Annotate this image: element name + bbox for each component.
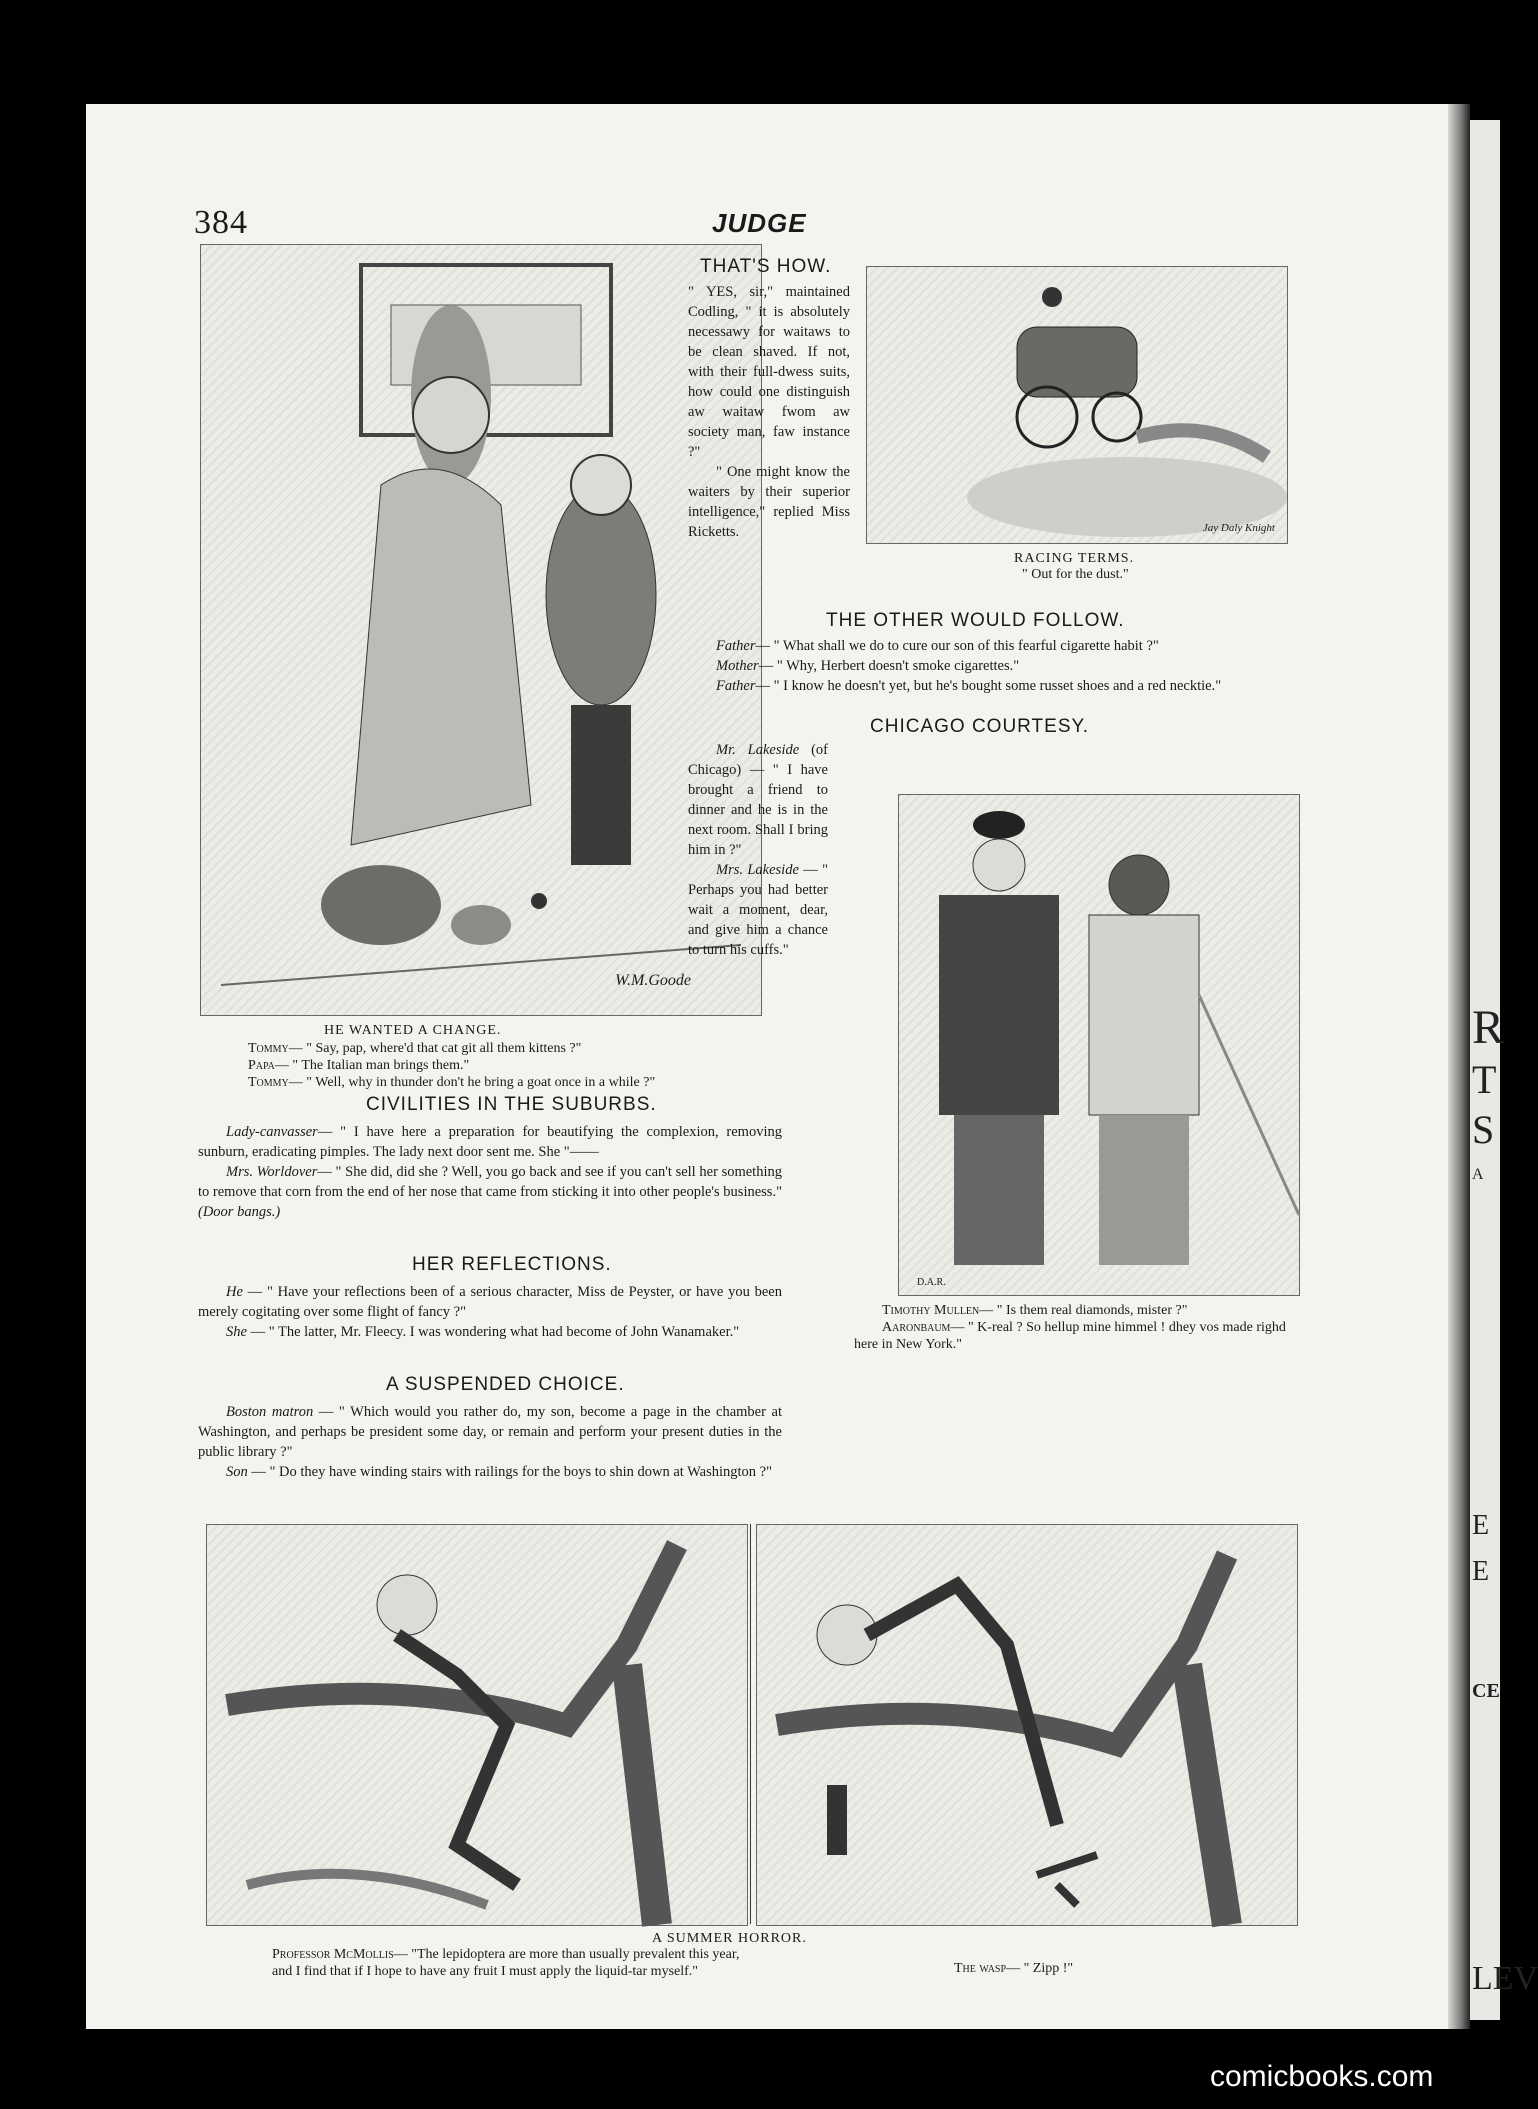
caption-line: — " Is them real diamonds, mister ?" xyxy=(979,1303,1188,1318)
adjacent-fragment: T xyxy=(1472,1057,1497,1102)
adjacent-fragment: LEV xyxy=(1472,1960,1538,1997)
article-title: THAT'S HOW. xyxy=(700,256,832,277)
illustration-diamonds xyxy=(898,794,1300,1296)
adjacent-fragment: CE xyxy=(1472,1680,1500,1702)
speaker: Boston matron xyxy=(226,1404,314,1420)
article-body xyxy=(198,1122,782,1222)
caption-text: " Out for the dust." xyxy=(1022,567,1129,582)
illustration-summer-horror-right xyxy=(756,1524,1298,1926)
adjacent-fragment: E xyxy=(1472,1510,1490,1541)
caption-dialogue xyxy=(220,1040,758,1091)
caption-dialogue xyxy=(854,1302,1294,1353)
dialogue-line: — " She did, did she ? Well, you go back and see if you can't sell her something to remove that corn from the end of her nose that came from sticking it into other people's business." xyxy=(198,1164,782,1200)
caption-line: — " Well, why in thunder don't he bring a goat once in a while ?" xyxy=(288,1075,656,1090)
caption-title: HE WANTED A CHANGE. xyxy=(324,1023,502,1038)
speaker: Mother xyxy=(716,658,759,674)
article-body xyxy=(688,636,1308,696)
speaker: She xyxy=(226,1324,247,1340)
watermark: comicbooks.com xyxy=(1210,2060,1434,2093)
caption-line: — "The lepidoptera are more than usually prevalent this year, and I find that if I hope to have any fruit I must apply the liquid-tar myself." xyxy=(272,1947,740,1979)
speaker: Son xyxy=(226,1464,248,1480)
adjacent-fragment: S xyxy=(1472,1107,1495,1152)
drawing-wasp-sting xyxy=(757,1525,1297,1925)
dialogue-line: — " Have your reflections been of a serious character, Miss de Peyster, or have you been merely cogitating over some flight of fancy ?" xyxy=(198,1284,782,1320)
masthead: JUDGE xyxy=(712,208,807,238)
speaker: Mrs. Worldover xyxy=(226,1164,318,1180)
artist-signature: D.A.R. xyxy=(917,1277,946,1288)
adjacent-fragment: E xyxy=(1472,1556,1490,1587)
illustration-racing-terms xyxy=(866,266,1288,544)
article-title: CIVILITIES IN THE SUBURBS. xyxy=(366,1094,657,1115)
speaker: Timothy Mullen xyxy=(882,1303,980,1318)
illustration-summer-horror-left xyxy=(206,1524,748,1926)
drawing-two-men xyxy=(899,795,1299,1295)
caption-title: RACING TERMS. xyxy=(1014,551,1135,566)
speaker: Lady-canvasser xyxy=(226,1124,318,1140)
article-body xyxy=(688,282,850,542)
speaker: Mr. Lakeside xyxy=(716,742,800,758)
speaker: Father xyxy=(716,638,756,654)
page-number: 384 xyxy=(194,204,248,241)
speaker: The wasp xyxy=(954,1961,1007,1976)
dialogue-line: (of Chicago) — " I have brought a friend to dinner and he is in the next room. Shall I bring him in ?" xyxy=(688,742,828,858)
article-title: CHICAGO COURTESY. xyxy=(870,716,1090,737)
dialogue-line: — " Do they have winding stairs with railings for the boys to shin down at Washington ?" xyxy=(247,1464,773,1480)
article-title: THE OTHER WOULD FOLLOW. xyxy=(826,610,1125,631)
stage-direction: (Door bangs.) xyxy=(198,1204,281,1220)
caption-line: — " Say, pap, where'd that cat git all them kittens ?" xyxy=(288,1041,582,1056)
speaker: Professor McMollis xyxy=(272,1947,394,1962)
adjacent-fragment: A xyxy=(1472,1166,1484,1183)
artist-signature: Jay Daly Knight xyxy=(1202,522,1275,534)
dialogue-line: — " I have here a preparation for beautifying the complexion, removing sunburn, eradicating pimples. The lady next door sent me. She "—— xyxy=(198,1124,782,1160)
dialogue-line: — " What shall we do to cure our son of this fearful cigarette habit ?" xyxy=(755,638,1159,654)
magazine-page xyxy=(86,104,1448,2029)
dialogue-line: — " Which would you rather do, my son, become a page in the chamber at Washington, and perhaps be president some day, or remain and perform your present duties in the public library ?" xyxy=(198,1404,782,1460)
article-title: A SUSPENDED CHOICE. xyxy=(386,1374,625,1395)
caption-title: A SUMMER HORROR. xyxy=(652,1931,807,1946)
panel-divider xyxy=(750,1524,751,1924)
speaker: Aaronbaum xyxy=(882,1320,951,1335)
speaker: Papa xyxy=(248,1058,275,1073)
illustration-wanted-change xyxy=(200,244,762,1016)
drawing-professor-on-branch xyxy=(207,1525,747,1925)
article-body xyxy=(198,1402,782,1482)
paragraph: " One might know the waiters by their superior intelligence," replied Miss Ricketts. xyxy=(688,464,850,540)
drawing-sprinkler-cart xyxy=(867,267,1287,543)
drawing-father-and-son xyxy=(201,245,761,1015)
dialogue-line: — " The latter, Mr. Fleecy. I was wondering what had become of John Wanamaker." xyxy=(246,1324,740,1340)
speaker: Tommy xyxy=(248,1075,289,1090)
page-gutter xyxy=(1448,104,1470,2029)
artist-signature: W.M.Goode xyxy=(615,972,691,989)
adjacent-fragment: R xyxy=(1472,1001,1505,1054)
speaker: Father xyxy=(716,678,756,694)
caption-line: — " K-real ? So hellup mine himmel ! dhey vos made righd here in New York." xyxy=(854,1320,1286,1352)
caption-line: — " The Italian man brings them." xyxy=(274,1058,470,1073)
article-body xyxy=(198,1282,782,1342)
paragraph: " YES, sir," maintained Codling, " it is absolutely necessawy for waitaws to be clean shaved. If not, with their full-dwess suits, how could one distinguish aw waitaw fwom aw society man, faw instance ?" xyxy=(688,284,850,460)
adjacent-page-edge xyxy=(1470,120,1538,2020)
speaker: Tommy xyxy=(248,1041,289,1056)
article-title: HER REFLECTIONS. xyxy=(412,1254,612,1275)
dialogue-line: — " Why, Herbert doesn't smoke cigarettes." xyxy=(758,658,1020,674)
caption-right xyxy=(954,1960,1073,1977)
dialogue-line: — " Perhaps you had better wait a moment, dear, and give him a chance to turn his cuffs." xyxy=(688,862,828,958)
speaker: Mrs. Lakeside xyxy=(716,862,799,878)
caption-left xyxy=(272,1946,752,1980)
caption-line: — " Zipp !" xyxy=(1006,1961,1074,1976)
dialogue-line: — " I know he doesn't yet, but he's bought some russet shoes and a red necktie." xyxy=(755,678,1222,694)
speaker: He xyxy=(226,1284,243,1300)
